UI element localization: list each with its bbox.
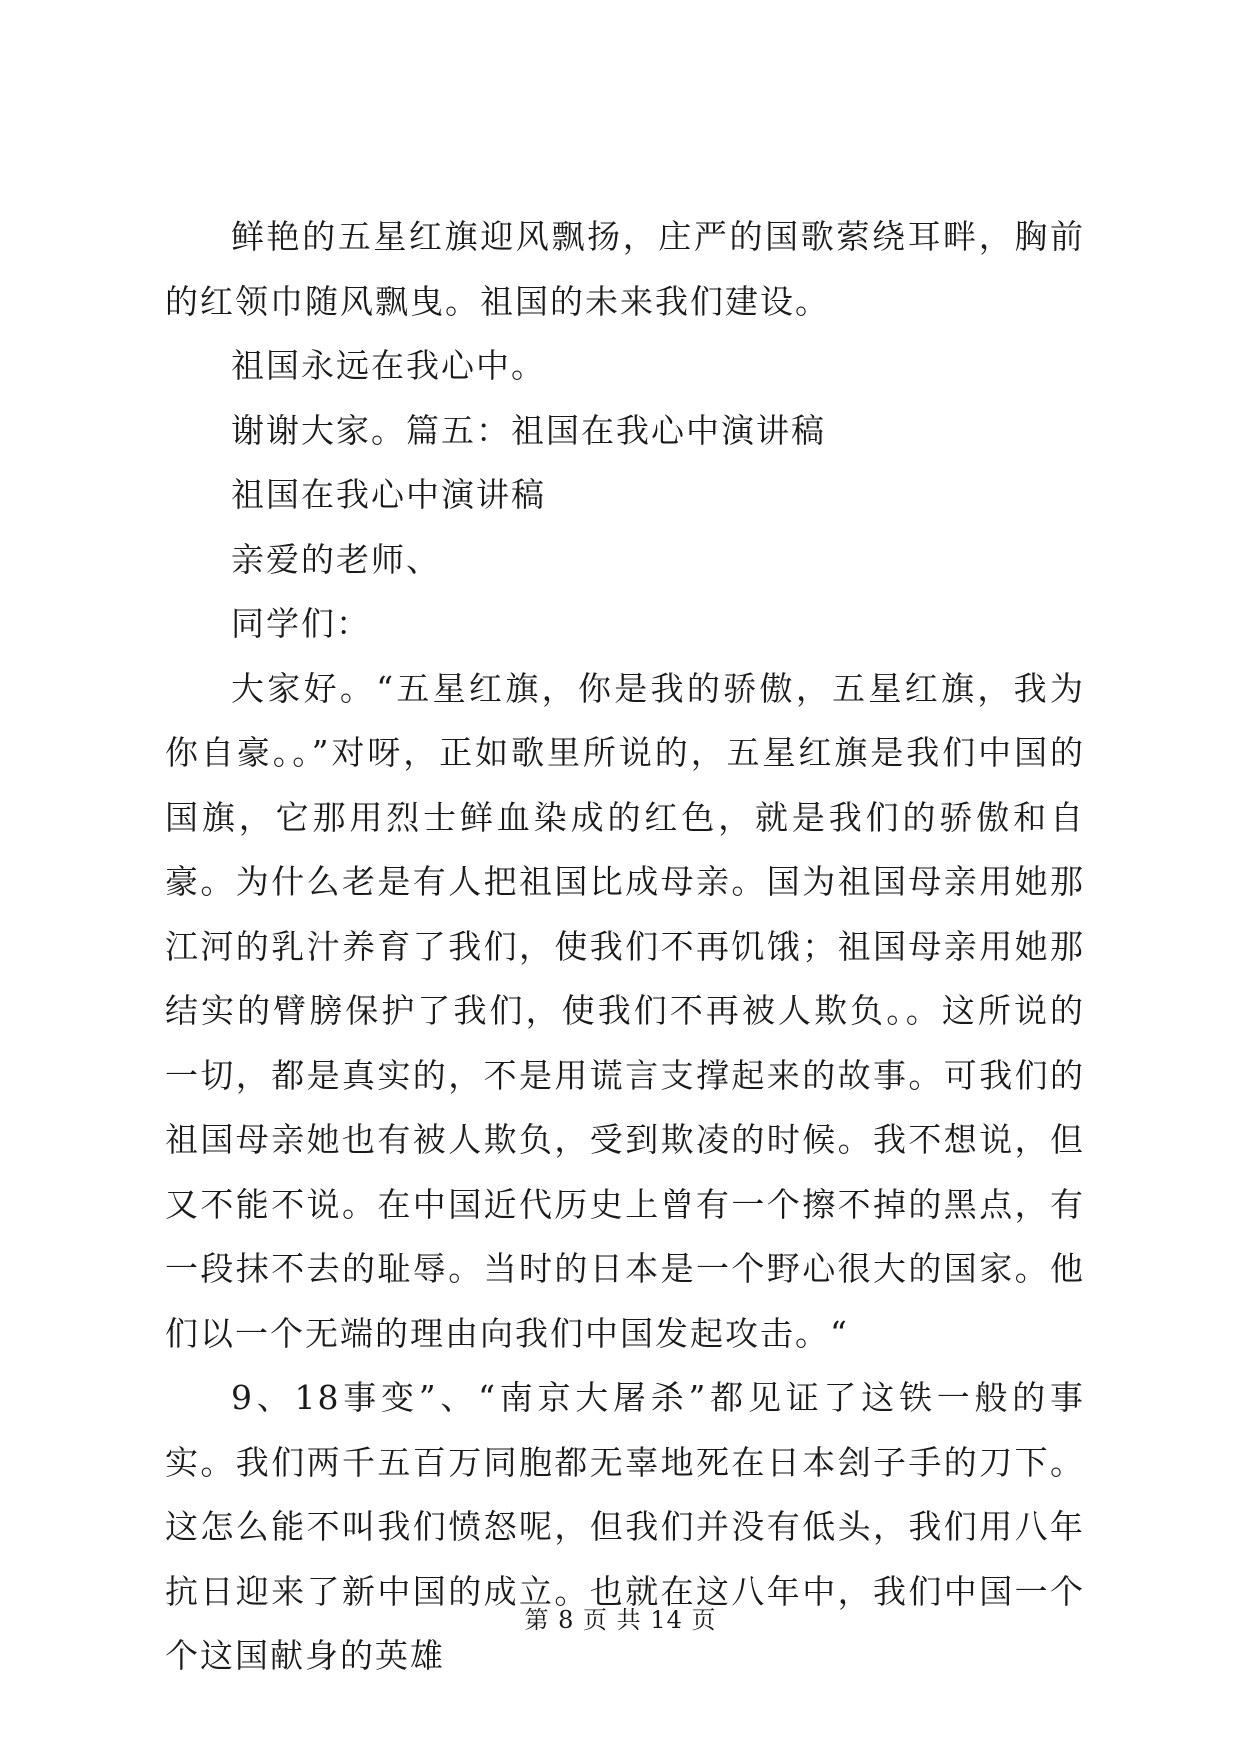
page-number-footer: 第 8 页 共 14 页	[524, 1606, 717, 1634]
paragraph: 大家好。“五星红旗，你是我的骄傲，五星红旗，我为你自豪。。”对呀，正如歌里所说的，五星红旗是我们中国的国旗，它那用烈士鲜血染成的红色，就是我们的骄傲和自豪。为什么老是有人把祖国比成母亲。国为祖国母亲用她那江河的乳汁养育了我们，使我们不再饥饿；祖国母亲用她那结实的臂膀保护了我们，使我们不再被人欺负。。这所说的一切，都是真实的，不是用谎言支撑起来的故事。可我们的祖国母亲她也有被人欺负，受到欺凌的时候。我不想说，但又不能不说。在中国近代历史上曾有一个擦不掉的黑点，有一段抹不去的耻辱。当时的日本是一个野心很大的国家。他们以一个无端的理由向我们中国发起攻击。“	[165, 668, 1085, 1353]
paragraph: 亲爱的老师、	[231, 539, 441, 579]
paragraph: 同学们：	[231, 604, 371, 643]
paragraph: 祖国在我心中演讲稿	[231, 475, 546, 514]
paragraph: 鲜艳的五星红旗迎风飘扬，庄严的国歌萦绕耳畔，胸前的红领巾随风飘曳。祖国的未来我们建设。	[165, 217, 1085, 321]
document-body	[165, 205, 1085, 1689]
paragraph: 9、18事变”、“南京大屠杀”都见证了这铁一般的事实。我们两千五百万同胞都无辜地死在日本刽子手的刀下。这怎么能不叫我们愤怒呢，但我们并没有低头，我们用八年抗日迎来了新中国的成立。也就在这八年中，我们中国一个个这国献身的英雄	[165, 1378, 1085, 1675]
paragraph: 谢谢大家。篇五：祖国在我心中演讲稿	[231, 410, 826, 450]
paragraph: 祖国永远在我心中。	[231, 346, 546, 385]
